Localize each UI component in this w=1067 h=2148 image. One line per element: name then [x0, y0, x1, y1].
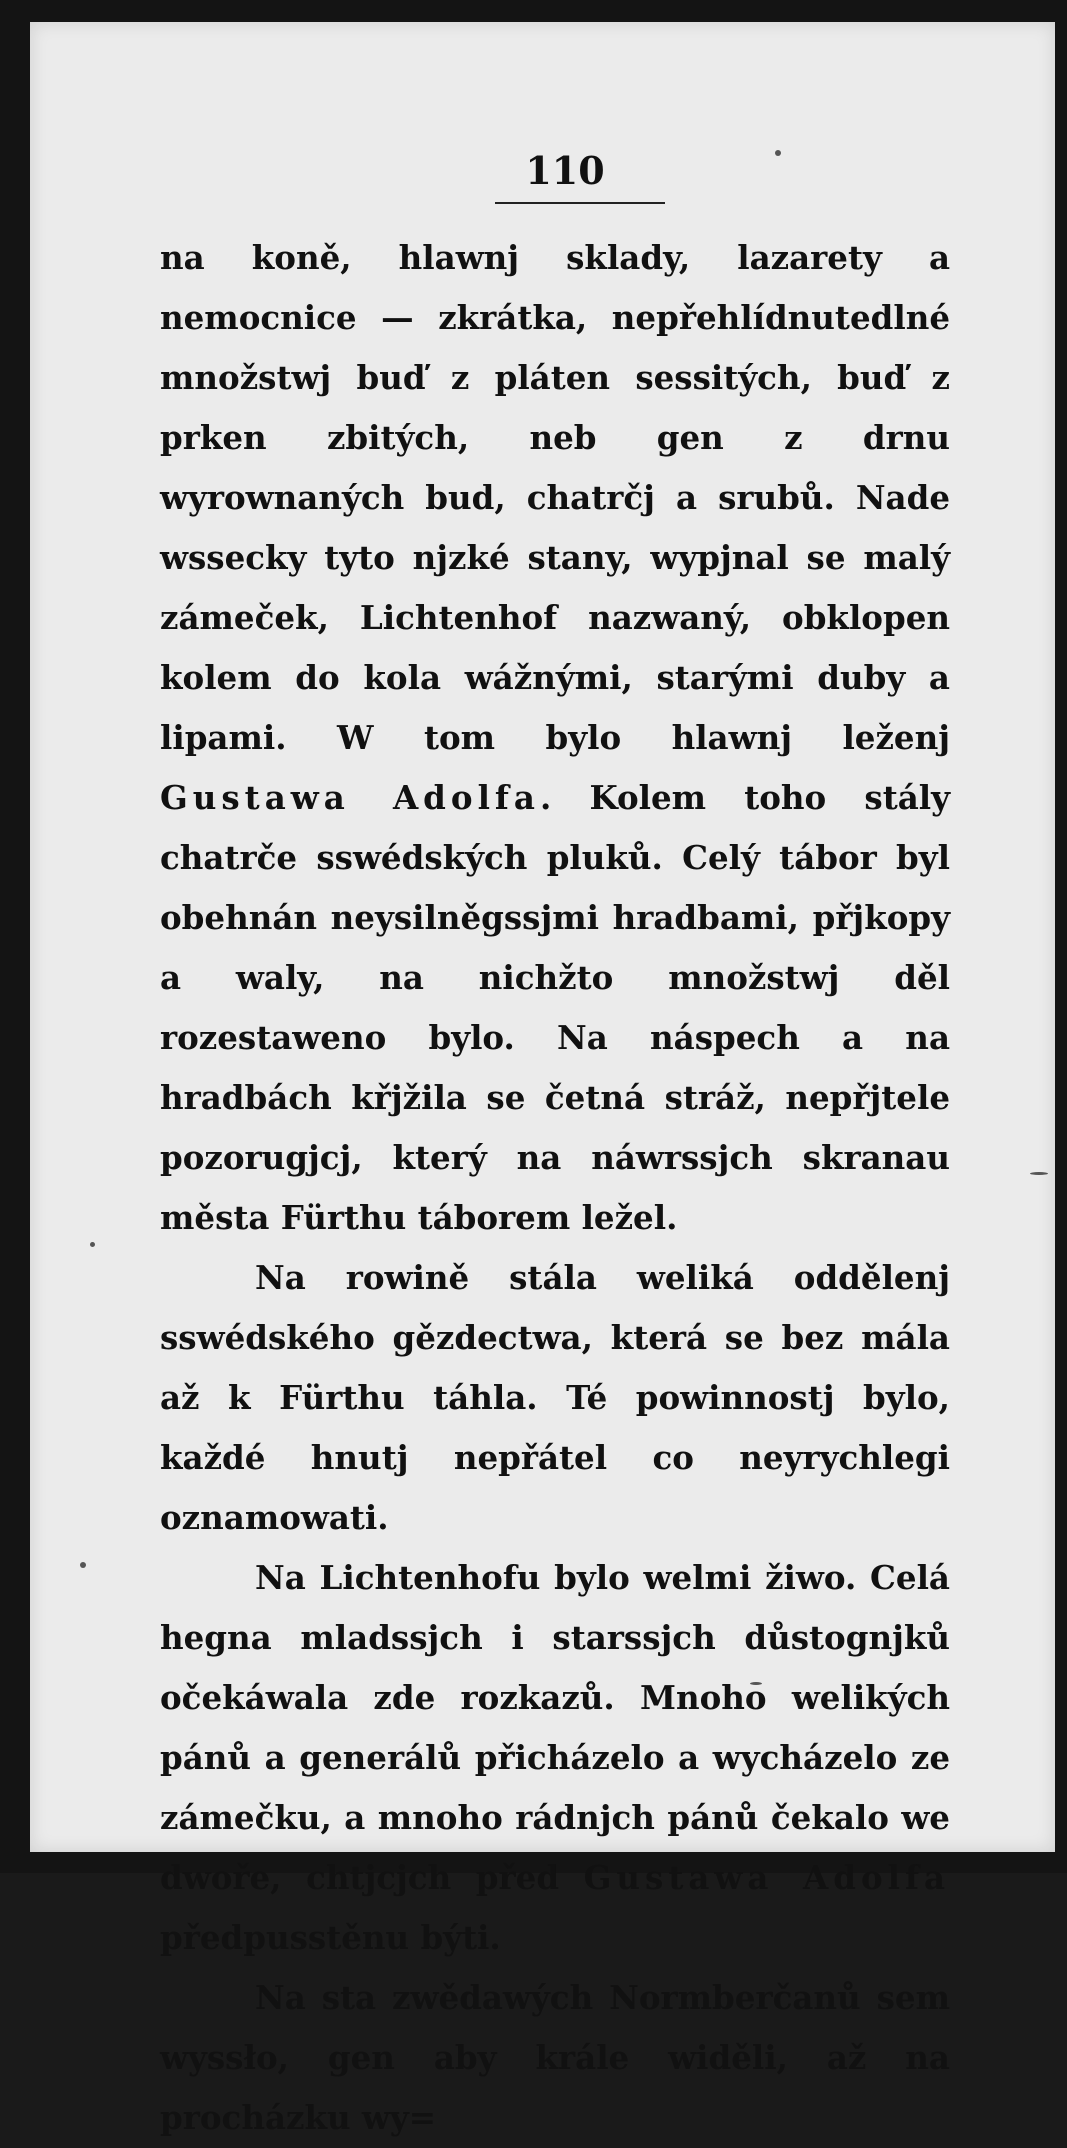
- text-run: předpusstěnu býti.: [160, 1918, 501, 1957]
- header-rule: [495, 202, 665, 204]
- text-run: Na Lichtenhofu bylo welmi žiwo. Celá hegna mladssjch i starssjch důstognjků očekáwala zde rozkazů. Mnoho welikých pánů a generálů přicházelo a wycházelo ze zámečku, a mnoho rádnjch pánů čekalo we dwoře, chtjcjch před: [160, 1558, 950, 1897]
- paragraph: [160, 1248, 950, 1548]
- ink-speck: [90, 1242, 95, 1247]
- text-run: Na rowině stála weliká oddělenj sswédského gězdectwa, která se bez mála až k Fürthu táhla. Té powinnostj bylo, každé hnutj nepřátel co neyrychlegi oznamowati.: [160, 1258, 950, 1537]
- ink-speck: [775, 150, 781, 156]
- paragraph: [160, 1968, 950, 2148]
- ink-speck: [80, 1562, 86, 1568]
- paragraph: [160, 228, 950, 1248]
- page-number: 110: [525, 148, 605, 193]
- ink-speck: [1030, 1172, 1048, 1175]
- body-text: [160, 228, 950, 2148]
- text-run: Na sta zwědawých Normberčanů sem wyssło, gen aby krále widěli, až na procházku wy=: [160, 1978, 950, 2137]
- text-run: . Kolem toho stály chatrče sswédských pluků. Celý tábor byl obehnán neysilněgssjmi hradbami, přjkopy a waly, na nichžto množstwj děl rozestaweno bylo. Na náspech a na hradbách křjžila se četná stráž, nepřjtele pozorugjcj, který na náwrssjch skranau města Fürthu táborem ležel.: [160, 778, 950, 1237]
- text-run: na koně, hlawnj sklady, lazarety a nemocnice — zkrátka, nepřehlídnutedlné množstwj buď z pláten sessitých, buď z prken zbitých, neb gen z drnu wyrownaných bud, chatrčj a srubů. Nade wssecky tyto njzké stany, wypjnal se malý zámeček, Lichtenhof nazwaný, obklopen kolem do kola wážnými, starými duby a lipami. W tom bylo hlawnj leženj: [160, 238, 950, 757]
- paragraph: [160, 1548, 950, 1968]
- name-emphasis: Gustawa Adolfa: [583, 1858, 951, 1897]
- name-emphasis: Gustawa Adolfa: [160, 778, 540, 817]
